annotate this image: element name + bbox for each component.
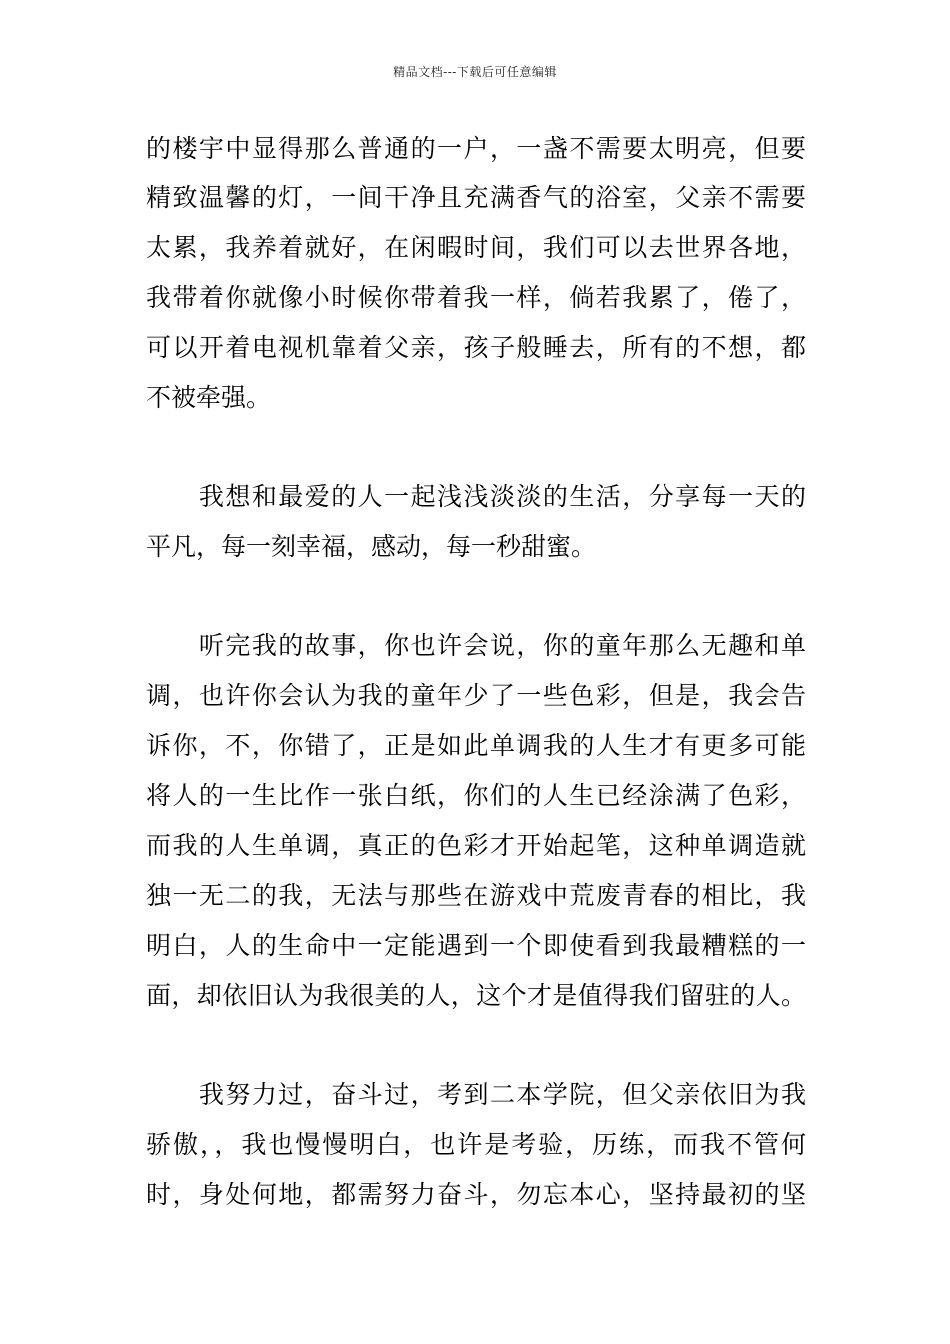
- paragraph-3-line-2: 调，也许你会认为我的童年少了一些色彩，但是，我会告: [146, 681, 806, 710]
- paragraph-4-line-1: 我努力过，奋斗过，考到二本学院，但父亲依旧为我: [146, 1080, 806, 1109]
- paragraph-3-line-1: 听完我的故事，你也许会说，你的童年那么无趣和单: [146, 631, 806, 660]
- paragraph-4-line-3: 时，身处何地，都需努力奋斗，勿忘本心，坚持最初的坚: [146, 1180, 806, 1209]
- paragraph-3-line-3: 诉你，不，你错了，正是如此单调我的人生才有更多可能: [146, 731, 806, 760]
- paragraph-3-line-4: 将人的一生比作一张白纸，你们的人生已经涂满了色彩，: [146, 781, 806, 810]
- paragraph-2-line-1: 我想和最爱的人一起浅浅淡淡的生活，分享每一天的: [146, 482, 806, 511]
- paragraph-3-line-6: 独一无二的我，无法与那些在游戏中荒废青春的相比，我: [146, 881, 806, 910]
- page-header: 精品文档---下载后可任意编辑: [393, 65, 557, 79]
- paragraph-1-line-6: 不被牵强。: [146, 383, 272, 412]
- paragraph-3-line-5: 而我的人生单调，真正的色彩才开始起笔，这种单调造就: [146, 831, 806, 860]
- paragraph-2-line-2: 平凡，每一刻幸福，感动，每一秒甜蜜。: [146, 532, 597, 561]
- paragraph-1-line-5: 可以开着电视机靠着父亲，孩子般睡去，所有的不想，都: [146, 333, 806, 362]
- paragraph-1-line-4: 我带着你就像小时候你带着我一样，倘若我累了，倦了，: [146, 283, 806, 312]
- paragraph-1-line-3: 太累，我养着就好，在闲暇时间，我们可以去世界各地，: [146, 233, 806, 262]
- paragraph-4-line-2: 骄傲，，我也慢慢明白，也许是考验，历练，而我不管何: [146, 1130, 806, 1159]
- paragraph-3-line-7: 明白，人的生命中一定能遇到一个即使看到我最糟糕的一: [146, 931, 806, 960]
- paragraph-1-line-1: 的楼宇中显得那么普通的一户，一盏不需要太明亮，但要: [146, 134, 806, 163]
- paragraph-1-line-2: 精致温馨的灯，一间干净且充满香气的浴室，父亲不需要: [146, 183, 806, 212]
- paragraph-3-line-8: 面，却依旧认为我很美的人，这个才是值得我们留驻的人。: [146, 981, 806, 1010]
